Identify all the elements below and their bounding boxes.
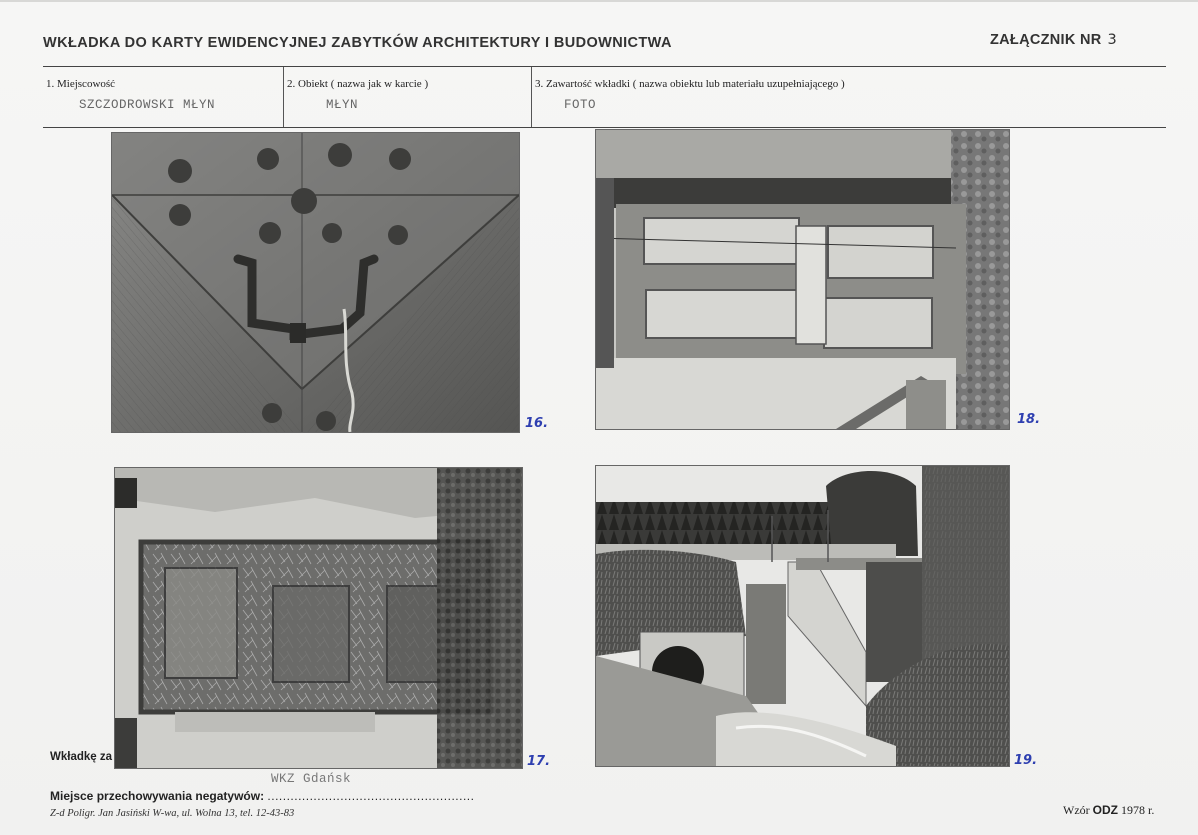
- annex-number: 3: [1107, 32, 1118, 48]
- photo-number-19: 19.: [1014, 753, 1038, 768]
- photo-door-stone-wall: [596, 130, 1009, 429]
- institution-stamp: WKZ Gdańsk: [271, 772, 352, 786]
- field-object-label: 2. Obiekt ( nazwa jak w karcie ): [287, 78, 429, 90]
- field-locality-value: SZCZODROWSKI MŁYN: [79, 98, 216, 112]
- field-content-value: FOTO: [564, 98, 597, 112]
- form-template-year: 1978 r.: [1121, 803, 1155, 817]
- photo-weathered-door: [115, 468, 522, 768]
- photo-mill-race: [596, 466, 1009, 766]
- form-template-code: ODZ: [1092, 803, 1118, 817]
- field-locality-label: 1. Miejscowość: [46, 78, 116, 90]
- photo-door-handle: [112, 133, 519, 432]
- photo-door-handle-image: [112, 133, 519, 432]
- negatives-location-label: Miejsce przechowywania negatywów:: [50, 789, 265, 803]
- field-object-value: MŁYN: [326, 98, 359, 112]
- form-template-label: Wzór: [1063, 803, 1090, 817]
- insert-made-label: Wkładkę za: [50, 751, 112, 763]
- annex-label: [990, 32, 1117, 48]
- photo-door-stone-wall-image: [596, 130, 1009, 429]
- printer-imprint: Z-d Poligr. Jan Jasiński W-wa, ul. Wolna 13, tel. 12-43-83: [50, 808, 295, 819]
- negatives-location-dots: ......................................................: [267, 789, 475, 803]
- photo-number-16: 16.: [525, 416, 549, 431]
- document-title: WKŁADKA DO KARTY EWIDENCYJNEJ ZABYTKÓW ARCHITEKTURY I BUDOWNICTWA: [43, 35, 672, 51]
- photo-number-17: 17.: [527, 754, 551, 769]
- field-object: [283, 67, 532, 127]
- negatives-location: [50, 789, 474, 803]
- photo-weathered-door-image: [115, 468, 522, 768]
- sheet-edge: [0, 0, 1198, 2]
- form-template: [1063, 803, 1154, 818]
- photo-number-18: 18.: [1017, 412, 1041, 427]
- annex-label-text: ZAŁĄCZNIK NR: [990, 32, 1102, 48]
- header-fields-table: [43, 66, 1166, 128]
- photo-mill-race-image: [596, 466, 1009, 766]
- field-content: [531, 67, 1167, 127]
- field-locality: [43, 67, 283, 127]
- field-content-label: 3. Zawartość wkładki ( nazwa obiektu lub materiału uzupełniającego ): [535, 78, 845, 90]
